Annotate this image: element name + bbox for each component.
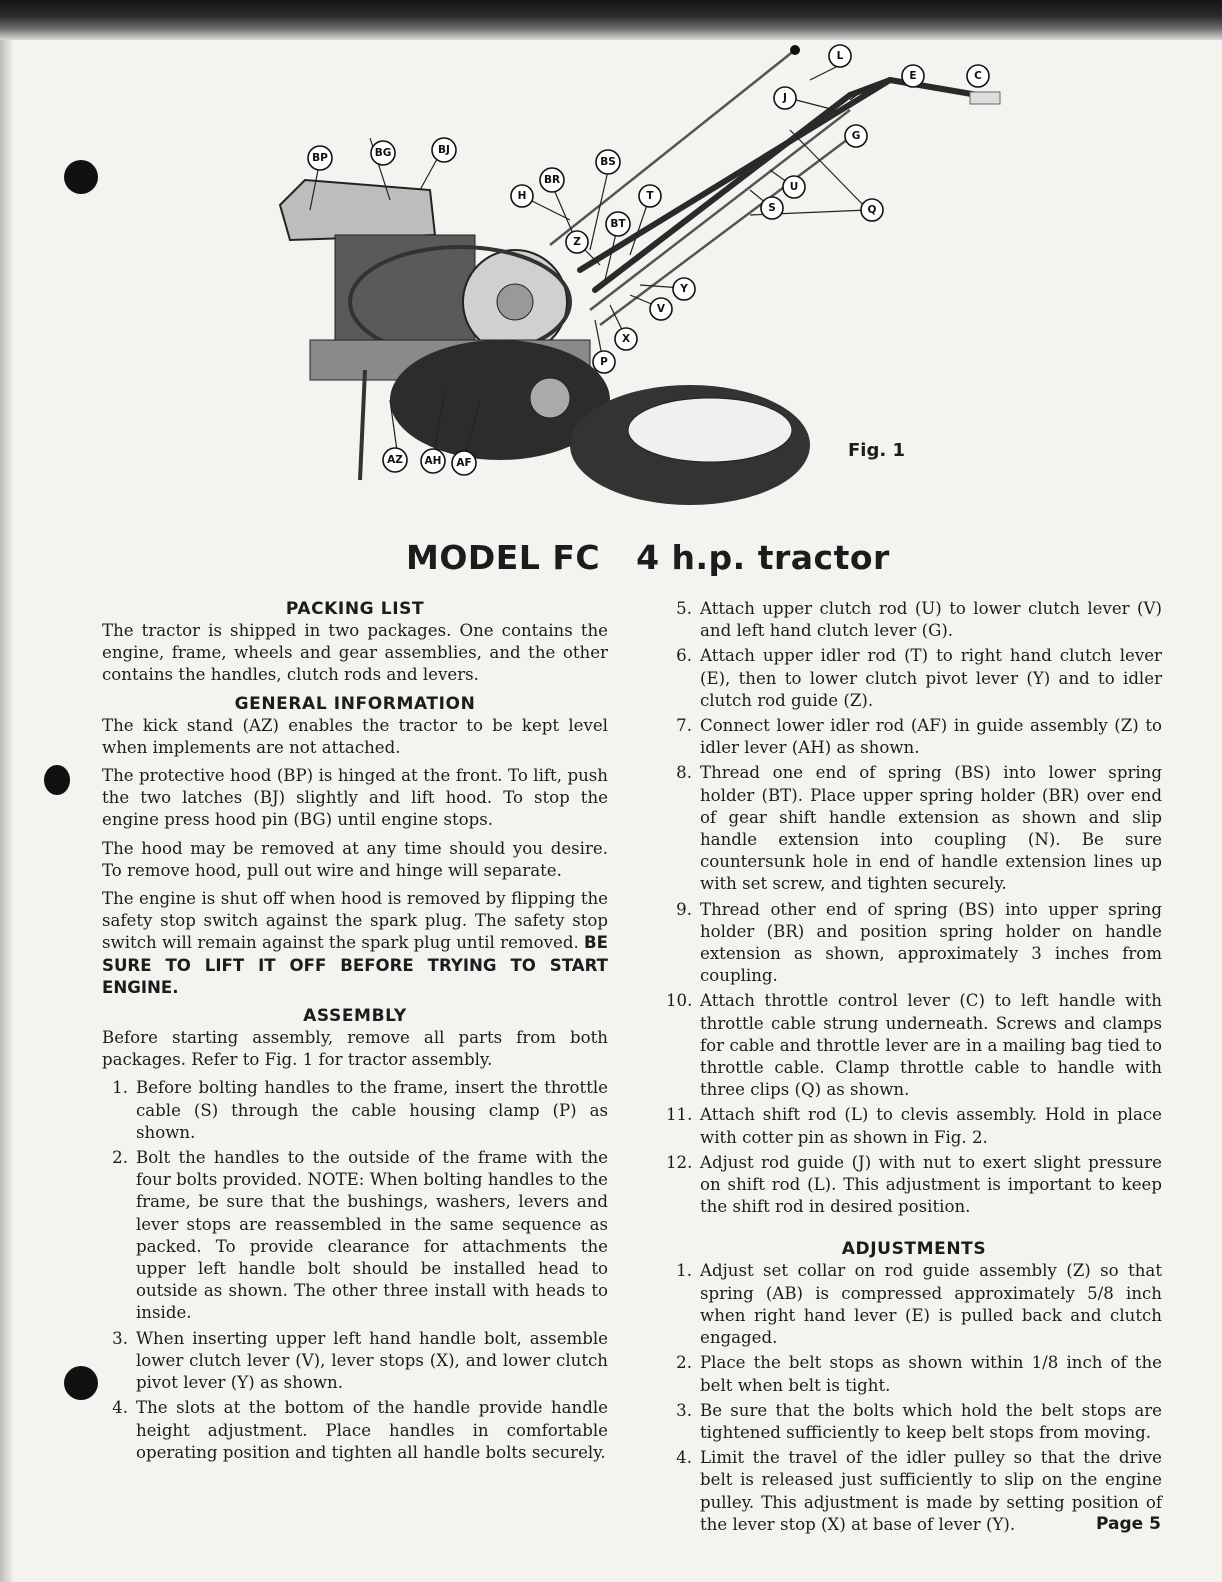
svg-text:P: P [600,356,608,368]
svg-text:AF: AF [456,457,472,469]
step-text: Place the belt stops as shown within 1/8 inch of the belt when belt is tight. [700,1353,1162,1395]
svg-text:E: E [909,70,917,82]
assembly-steps-left [102,1077,608,1463]
figure-label: Fig. 1 [848,440,905,461]
step-text: Be sure that the bolts which hold the belt stops are tightened sufficiently to keep belt stops from moving. [700,1400,1162,1442]
list-item [102,1077,608,1144]
left-column [102,598,608,1467]
svg-text:AZ: AZ [387,454,403,466]
callout-af [452,451,476,475]
safety-warning: BE SURE TO LIFT IT OFF BEFORE TRYING TO START ENGINE. [102,933,608,997]
packing-list-heading: PACKING LIST [285,599,425,619]
list-item [666,1352,1162,1396]
assembly-steps-right [666,598,1162,1218]
scanned-top-band [0,0,1222,40]
scanned-left-edge [0,40,14,1582]
spare-tire-rim [628,398,792,462]
step-text: Limit the travel of the idler pulley so that the drive belt is released just sufficiently to slip on the engine pulley. This adjustment is made by setting position of the lever stop (X) at base of lever (Y). [700,1448,1162,1534]
svg-text:J: J [783,92,787,104]
step-text: Adjust set collar on rod guide assembly (Z) so that spring (AB) is compressed approximately 5/8 inch when right hand lever (E) is pulled back and clutch engaged. [700,1261,1162,1348]
assembly-intro: Before starting assembly, remove all parts from both packages. Refer to Fig. 1 for tractor assembly. [102,1028,608,1070]
step-text: Attach throttle control lever (C) to left handle with throttle cable strung underneath. Screws and clamps for cable and throttle lever are in a mailing bag tied to throttle cable. Clamp throttle cable to handle with three clips (Q) as shown. [700,991,1162,1100]
general-paragraph-2: The protective hood (BP) is hinged at the front. To lift, push the two latches (BJ) slightly and lift hood. To stop the engine press hood pin (BG) until engine stops. [102,766,608,830]
handle-grip [970,92,1000,104]
svg-text:C: C [974,70,982,82]
callout-br [540,168,564,192]
right-column [666,598,1162,1539]
svg-text:BP: BP [312,152,328,164]
step-number: 2. [676,1353,692,1373]
list-item [666,990,1162,1101]
callout-c [967,65,989,87]
callout-t [639,185,661,207]
list-item [666,645,1162,712]
list-item [102,1147,608,1325]
callout-v [650,298,672,320]
page-title: MODEL FC 4 h.p. tractor [406,538,890,577]
callout-bg [371,141,395,165]
callout-bs [596,150,620,174]
step-number: 4. [112,1398,128,1418]
step-text: Thread one end of spring (BS) into lower spring holder (BT). Place upper spring holder (BR) over end of gear shift handle extension as shown and slip handle extension into coupling (N). Be sure countersunk hole in end of handle extension lines up with set screw, and tighten securely. [700,763,1162,894]
list-item [666,715,1162,759]
step-number: 3. [676,1400,692,1420]
svg-text:V: V [656,303,666,315]
callout-l [829,45,851,67]
general-information-heading: GENERAL INFORMATION [234,693,476,714]
svg-text:G: G [851,130,861,142]
general-paragraph-3: The hood may be removed at any time should you desire. To remove hood, pull out wire and hinge will separate. [102,838,608,880]
list-item [666,1152,1162,1219]
step-number: 2. [112,1148,128,1168]
svg-text:BJ: BJ [438,144,450,156]
svg-text:T: T [646,190,654,202]
step-number: 12. [666,1152,693,1172]
tractor-illustration [250,40,1020,540]
step-text: Adjust rod guide (J) with nut to exert slight pressure on shift rod (L). This adjustment is important to keep the shift rod in desired position. [700,1152,1162,1217]
pulley-hub [497,284,533,320]
punch-hole-bottom [64,1366,98,1400]
callout-x [615,328,637,350]
step-number: 3. [112,1328,128,1348]
list-item [666,598,1162,642]
svg-text:AH: AH [424,455,442,467]
punch-hole-middle [44,765,70,795]
step-text: Attach upper idler rod (T) to right hand clutch lever (E), then to lower clutch pivot lever (Y) and to idler clutch rod guide (Z). [700,646,1162,710]
svg-text:S: S [768,202,776,214]
step-number: 6. [676,646,692,666]
step-text: Attach upper clutch rod (U) to lower clutch lever (V) and left hand clutch lever (G). [700,599,1162,641]
step-text: When inserting upper left hand handle bolt, assemble lower clutch lever (V), lever stops (X), and lower clutch pivot lever (Y) as shown. [136,1328,608,1393]
step-number: 11. [666,1105,693,1125]
step-text: Connect lower idler rod (AF) in guide assembly (Z) to idler lever (AH) as shown. [700,716,1162,758]
step-number: 5. [676,599,692,618]
svg-text:L: L [836,50,844,62]
list-item [666,1260,1162,1349]
general-paragraph-4 [102,888,608,999]
shift-knob [790,45,800,55]
list-item [102,1397,608,1464]
svg-text:BT: BT [610,218,626,230]
svg-text:X: X [621,333,631,345]
svg-text:U: U [789,181,799,193]
list-item [666,1104,1162,1148]
svg-text:Q: Q [867,204,877,216]
step-number: 9. [676,899,692,919]
list-item [666,1400,1162,1444]
step-text: Bolt the handles to the outside of the frame with the four bolts provided. NOTE: When bolting handles to the frame, be sure that the bushings, washers, levers and lever stops are reassembled in the same sequence as packed. To provide clearance for attachments the upper left handle bolt should be installed head to outside as shown. The other three install with heads to inside. [136,1148,608,1323]
callout-az [383,448,407,472]
step-number: 10. [666,991,693,1011]
page-number: Page 5 [1096,1514,1161,1534]
callout-ah [421,449,445,473]
list-item [666,762,1162,895]
callout-j [774,87,796,109]
general-paragraph-1: The kick stand (AZ) enables the tractor to be kept level when implements are not attached. [102,715,608,757]
adjustment-steps [666,1260,1162,1535]
callout-q [861,199,883,221]
callout-u [783,176,805,198]
step-number: 8. [676,763,692,783]
step-number: 7. [676,716,692,736]
svg-text:BG: BG [374,147,392,159]
svg-text:Y: Y [680,283,688,295]
callout-bp [308,146,332,170]
step-text: Before bolting handles to the frame, insert the throttle cable (S) through the cable housing clamp (P) as shown. [136,1078,608,1142]
callout-z [566,231,588,253]
step-text: The slots at the bottom of the handle provide handle height adjustment. Place handles in comfortable operating position and tighten all handle bolts securely. [136,1398,608,1462]
svg-text:Z: Z [573,236,581,248]
step-text: Thread other end of spring (BS) into upper spring holder (BR) and position spring holder on handle extension as shown, approximately 3 inches from coupling. [700,899,1162,986]
list-item [666,1447,1162,1536]
punch-hole-top [64,160,98,194]
safety-stop-text: The engine is shut off when hood is removed by flipping the safety stop switch against the spark plug. The safety stop switch will remain against the spark plug until removed. [102,889,608,953]
svg-text:H: H [517,190,527,202]
wheel-hub [530,378,570,418]
callout-y [673,278,695,300]
step-number: 1. [676,1261,692,1281]
packing-list-text: The tractor is shipped in two packages. One contains the engine, frame, wheels and gear assemblies, and the other contains the handles, clutch rods and levers. [102,621,608,685]
callout-bj [432,138,456,162]
svg-text:BS: BS [600,156,616,168]
kick-stand [360,370,365,480]
step-number: 1. [112,1078,128,1098]
list-item [102,1328,608,1395]
callout-h [511,185,533,207]
callout-g [845,125,867,147]
callout-e [902,65,924,87]
callout-s [761,197,783,219]
callout-bt [606,212,630,236]
engine-hood [280,180,435,240]
step-text: Attach shift rod (L) to clevis assembly. Hold in place with cotter pin as shown in Fig. 2. [700,1105,1162,1147]
svg-text:BR: BR [543,174,561,186]
callout-p [593,351,615,373]
list-item [666,899,1162,988]
control-rods [550,50,860,325]
adjustments-heading: ADJUSTMENTS [841,1239,987,1260]
step-number: 4. [676,1448,692,1468]
assembly-heading: ASSEMBLY [303,1006,407,1027]
